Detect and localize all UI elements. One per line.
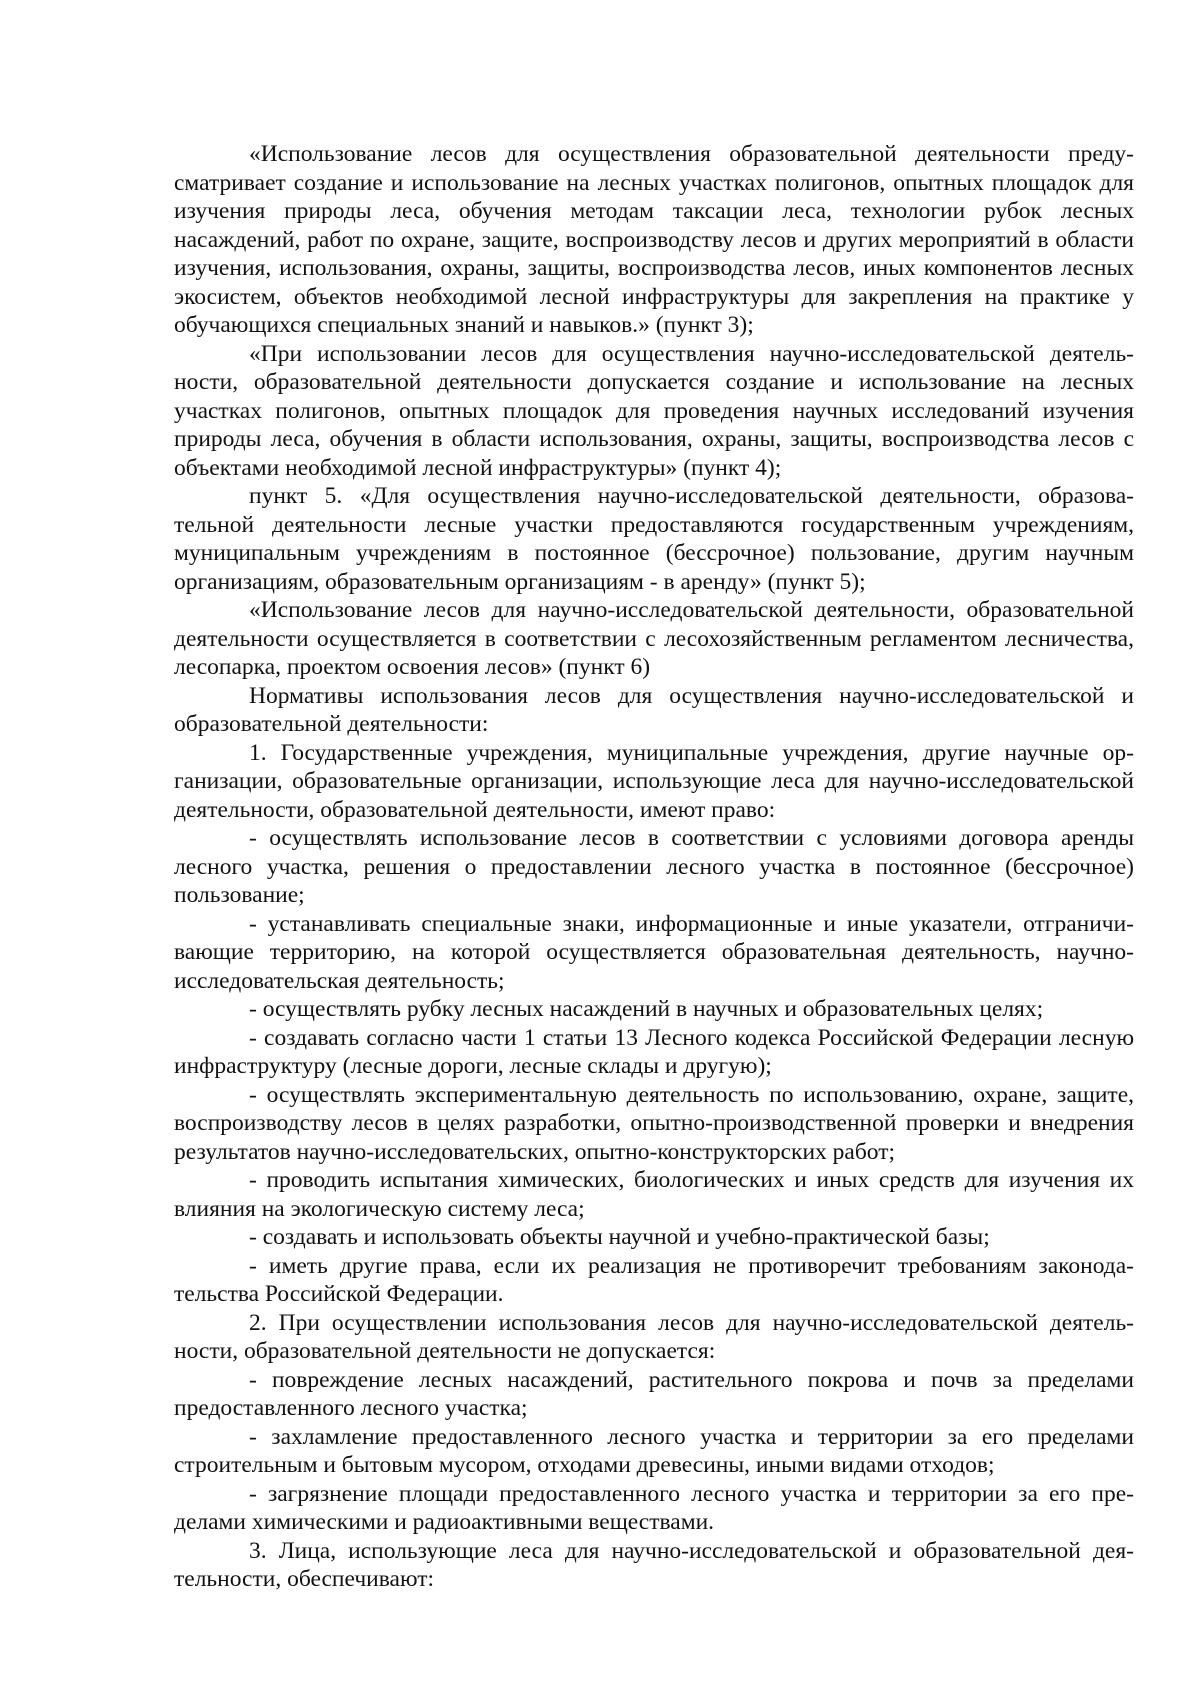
paragraph: - иметь другие права, если их реализация не противоречит требованиям законодательства Российской Федерации. <box>174 1252 1134 1307</box>
document-page <box>174 140 1134 1594</box>
paragraph: - загрязнение площади предоставленного лесного участка и территории за его пределами химическими и радиоактивными веществами. <box>174 1480 1134 1535</box>
paragraph: пункт 5. «Для осуществления научно-исследовательской деятельности, образовательной деятельности лесные участки предоставляются государственным учреждениям, муниципальным учреждениям в постоянное (бессрочное) пользование, другим научным организациям, образовательным организациям - в аренду» (пункт 5); <box>174 483 1134 595</box>
paragraph: - проводить испытания химических, биологических и иных средств для изучения их влияния на экологическую систему леса; <box>174 1167 1134 1222</box>
paragraph: - осуществлять экспериментальную деятельность по использованию, охране, защите, воспроизводству лесов в целях разработки, опытно-производственной проверки и внедрения результатов научно-исследовательских, опытно-конструкторских работ; <box>174 1081 1134 1165</box>
paragraph: - устанавливать специальные знаки, информационные и иные указатели, отграничивающие территорию, на которой осуществляется образовательная деятельность, научно-исследовательская деятельность; <box>174 910 1134 994</box>
paragraph: - создавать и использовать объекты научной и учебно-практической базы; <box>249 1224 990 1250</box>
paragraph: 1. Государственные учреждения, муниципальные учреждения, другие научные организации, образовательные организации, использующие леса для научно-исследовательской деятельности, образовательной деятельности, имеют право: <box>174 739 1134 823</box>
paragraph: - захламление предоставленного лесного участка и территории за его пределами строительным и бытовым мусором, отходами древесины, иными видами отходов; <box>174 1423 1134 1478</box>
paragraph: «Использование лесов для научно-исследовательской деятельности, образовательной деятельности осуществляется в соответствии с лесохозяйственным регламентом лесничества, лесопарка, проектом освоения лесов» (пункт 6) <box>174 597 1134 680</box>
paragraph: - осуществлять рубку лесных насаждений в научных и образовательных целях; <box>249 996 1044 1022</box>
paragraph: 2. При осуществлении использования лесов для научно-исследовательской деятельности, образовательной деятельности не допускается: <box>174 1309 1134 1364</box>
paragraph: Нормативы использования лесов для осуществления научно-исследовательской и образовательной деятельности: <box>174 682 1134 737</box>
paragraph: - осуществлять использование лесов в соответствии с условиями договора аренды лесного участка, решения о предоставлении лесного участка в постоянное (бессрочное) пользование; <box>174 825 1134 908</box>
paragraph: 3. Лица, использующие леса для научно-исследовательской и образовательной деятельности, обеспечивают: <box>174 1537 1134 1592</box>
paragraph: - повреждение лесных насаждений, растительного покрова и почв за пределами предоставленного лесного участка; <box>174 1366 1134 1421</box>
paragraph: «При использовании лесов для осуществления научно-исследовательской деятельности, образовательной деятельности допускается создание и использование на лесных участках полигонов, опытных площадок для проведения научных исследований изучения природы леса, обучения в области использования, охраны, защиты, воспроизводства лесов с объектами необходимой лесной инфраструктуры» (пункт 4); <box>174 340 1134 481</box>
paragraph: «Использование лесов для осуществления образовательной деятельности предусматривает создание и использование на лесных участках полигонов, опытных площадок для изучения природы леса, обучения методам таксации леса, технологии рубок лесных насаждений, работ по охране, защите, воспроизводству лесов и других мероприятий в области изучения, использования, охраны, защиты, воспроизводства лесов, иных компонентов лесных экосистем, объектов необходимой лесной инфраструктуры для закрепления на практике у обучающихся специальных знаний и навыков.» (пункт 3); <box>174 141 1134 338</box>
paragraph: - создавать согласно части 1 статьи 13 Лесного кодекса Российской Федерации лесную инфраструктуру (лесные дороги, лесные склады и другую); <box>174 1024 1134 1079</box>
